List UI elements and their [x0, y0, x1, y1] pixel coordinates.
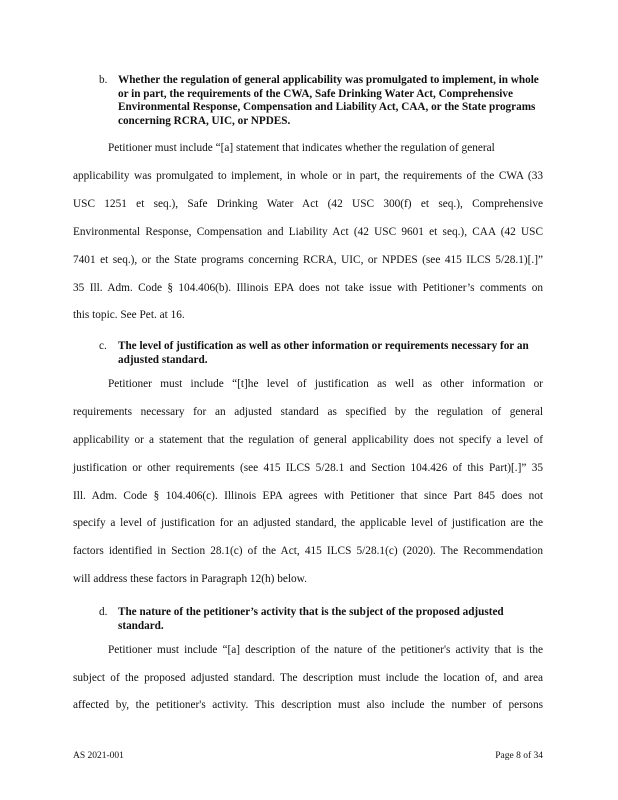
footer-page-number: Page 8 of 34 [495, 751, 543, 761]
section-c-heading-text: The level of justification as well as other information or requirements necessary for an adjusted standard. [118, 340, 529, 366]
section-c-line: will address these factors in Paragraph 12(h) below. [73, 573, 307, 585]
section-d-line: subject of the proposed adjusted standard. The description must include the location of, and area [73, 672, 543, 684]
section-b-line: USC 1251 et seq.), Safe Drinking Water Act (42 USC 300(f) et seq.), Comprehensive [73, 198, 543, 210]
section-c-line: specify a level of justification for an adjusted standard, the applicable level of justification are the [73, 517, 543, 529]
section-b-line: applicability was promulgated to implement, in whole or in part, the requirements of the CWA (33 [73, 170, 543, 182]
section-b-heading [99, 74, 548, 128]
section-d-heading-text: The nature of the petitioner’s activity that is the subject of the proposed adjusted standard. [118, 606, 504, 632]
section-d-letter: d. [99, 606, 108, 618]
section-c-heading [99, 340, 548, 367]
footer-docket: AS 2021-001 [73, 751, 124, 761]
section-c-line: justification or other requirements (see 415 ILCS 5/28.1 and Section 104.426 of this Part)[.]” 35 [73, 462, 543, 474]
section-b-line: this topic. See Pet. at 16. [73, 309, 185, 321]
section-b-line: Petitioner must include “[a] statement that indicates whether the regulation of general [108, 142, 495, 154]
section-c-line: factors identified in Section 28.1(c) of the Act, 415 ILCS 5/28.1(c) (2020). The Recommendation [73, 545, 543, 557]
section-c-line: requirements necessary for an adjusted standard as specified by the regulation of general [73, 406, 543, 418]
section-b-line: 7401 et seq.), or the State programs concerning RCRA, UIC, or NPDES (see 415 ILCS 5/28.1)[.]” [73, 254, 543, 266]
section-d-line: Petitioner must include “[a] description of the nature of the petitioner's activity that is the [108, 644, 543, 656]
section-c-line: Ill. Adm. Code § 104.406(c). Illinois EPA agrees with Petitioner that since Part 845 does not [73, 490, 543, 502]
section-d-heading [99, 606, 548, 633]
section-b-letter: b. [99, 74, 108, 86]
section-b-line: Environmental Response, Compensation and Liability Act (42 USC 9601 et seq.), CAA (42 USC [73, 226, 543, 238]
section-d-line: affected by, the petitioner's activity. This description must also include the number of persons [73, 699, 543, 711]
section-c-letter: c. [99, 340, 107, 352]
section-c-line: Petitioner must include “[t]he level of justification as well as other information or [108, 378, 543, 390]
section-c-line: applicability or a statement that the regulation of general applicability does not specify a level of [73, 434, 543, 446]
section-b-heading-text: Whether the regulation of general applicability was promulgated to implement, in whole or in part, the requirements of the CWA, Safe Drinking Water Act, Comprehensive Environmental Response, Compensation and Liability Act, CAA, or the State programs concerning RCRA, UIC, or NPDES. [118, 74, 539, 127]
section-b-line: 35 Ill. Adm. Code § 104.406(b). Illinois EPA does not take issue with Petitioner’s comments on [73, 282, 543, 294]
